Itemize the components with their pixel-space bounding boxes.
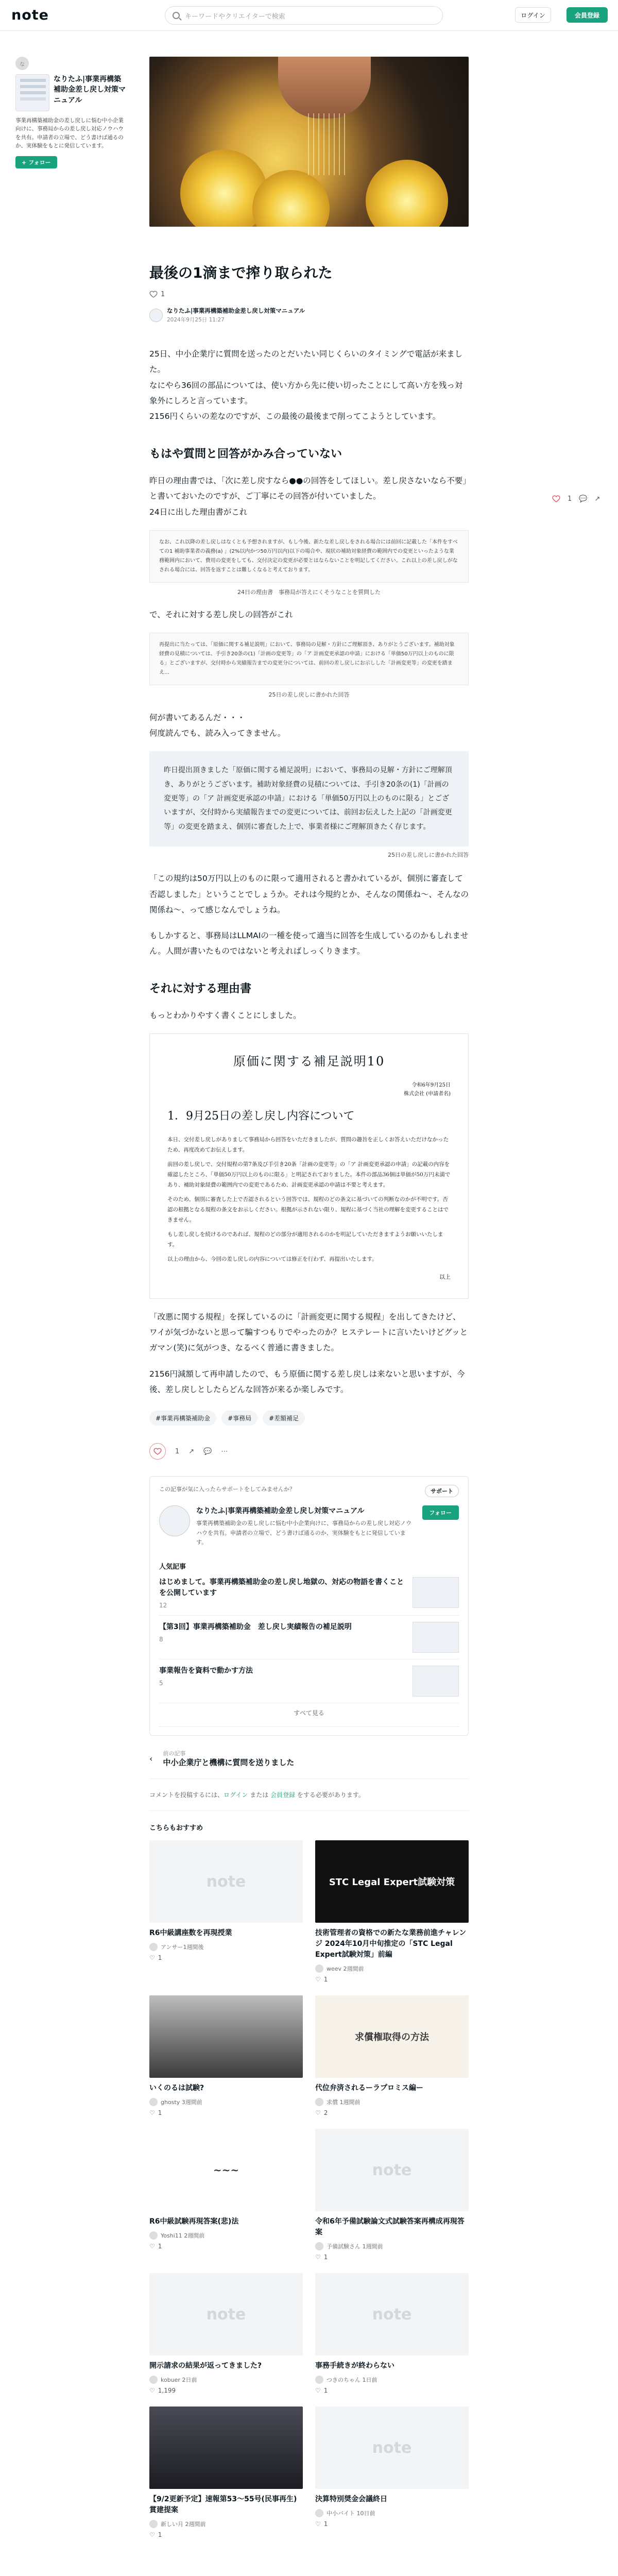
avatar[interactable]: な	[15, 57, 29, 70]
comment-note	[149, 1790, 469, 1811]
recommend-card[interactable]	[315, 2273, 469, 2394]
paragraph: 24日に出した理由書がこれ	[149, 507, 248, 517]
profile-name[interactable]: なりたふ|事業再構築補助金差し戻し対策マニュアル	[54, 75, 126, 105]
card-likes	[315, 1976, 469, 1983]
tag[interactable]: #事業再構築補助金	[149, 1411, 216, 1426]
paragraph: 何度読んでも、読み入ってきません。	[149, 728, 286, 738]
chevron-left-icon: ‹	[149, 1754, 153, 1764]
heart-icon[interactable]: ♡	[149, 2531, 155, 2539]
author-name[interactable]: なりたふ|事業再構築補助金差し戻し対策マニュアル	[196, 1507, 365, 1516]
like-count: 1	[161, 290, 165, 298]
card-thumbnail: note	[315, 2406, 469, 2489]
heart-icon[interactable]: ♡	[315, 1976, 321, 1984]
avatar	[315, 2098, 323, 2106]
card-likes	[315, 2109, 469, 2116]
document-paragraph: 本日、交付差し戻しがありまして事務局から回答をいただきましたが、質問の趣旨を正しくお答えいただけなかったため、再度改めてお伝えします。	[167, 1137, 449, 1154]
see-all-link[interactable]: すべて見る	[159, 1708, 459, 1727]
heart-icon[interactable]: ♡	[315, 2253, 321, 2261]
floating-actions	[552, 495, 600, 503]
card-author-name: kobuer 2日前	[161, 2377, 197, 2384]
card-likes	[315, 2253, 469, 2261]
avatar	[149, 2098, 158, 2106]
list-item-likes: 12	[159, 1602, 167, 1609]
comment-icon[interactable]: 💬	[203, 1447, 212, 1455]
card-thumbnail: ~~~	[149, 2129, 303, 2211]
list-item-likes: 5	[159, 1680, 163, 1687]
tag-list	[149, 1411, 469, 1426]
recommend-card[interactable]	[149, 2129, 303, 2261]
document-paragraph: 前回の差し戻しで、交付規程の第7条及び手引き20条「計画の変更等」の「ア 計画変更承認の申請」の記載の内容を確認したところ、「単価50万円以上のものに限る」と明記されておりました。本件の部品36個は単価が50万円未満であり、補助対象経費の範囲内での変更であるため、計画変更承認の申請は不要と考えます。	[167, 1161, 451, 1188]
recommend-card[interactable]	[149, 1840, 303, 1983]
profile-card[interactable]	[15, 74, 129, 111]
figure-caption: 24日の理由書 事務局が答えにくそうなことを質問した	[237, 588, 381, 596]
quote-block: 昨日提出頂きました「原価に関する補足説明」において、事務局の見解・方針にご理解頂き、ありがとうございます。補助対象経費の見積については、手引き20条の(1)「計画の変更等」の「ア 計画変更承認の申請」における「単価50万円以上のものに限る」とございますが、交付時から実績報告までの変更については、前回お伝えした上記の「計画変更等」の変更を踏まえ、個別に審査した上で、事業者様にご理解頂きたく存じます。	[149, 751, 469, 846]
document-paragraph: 以上の理由から、今回の差し戻しの内容については修正を行わず、再提出いたします。	[167, 1256, 377, 1262]
list-item-title: 【第3回】事業再構築補助金 差し戻し実績報告の補足説明	[159, 1623, 352, 1632]
quote-caption: 25日の差し戻しに書かれた回答	[388, 851, 469, 858]
document-title: 原価に関する補足説明10	[233, 1054, 385, 1069]
card-title: 【9/2更新予定】速報第53〜55号(民事再生)賞建提案	[149, 2495, 297, 2515]
card-like-count: 1	[158, 2531, 162, 2539]
hero-image	[149, 57, 469, 227]
support-button[interactable]: サポート	[425, 1485, 459, 1497]
recommend-card[interactable]	[149, 2273, 303, 2394]
list-item[interactable]	[159, 1616, 459, 1659]
card-thumbnail: note	[149, 1840, 303, 1923]
card-title: 代位弁済されるーラプロミス編ー	[315, 2084, 423, 2093]
paragraph: 2156円くらいの差なのですが、この最後の最後まで削ってこようとしています。	[149, 412, 441, 421]
card-author[interactable]	[315, 2376, 469, 2384]
avatar	[149, 1943, 158, 1951]
signup-button[interactable]: 会員登録	[566, 7, 608, 23]
card-thumbnail: 求償権取得の方法	[315, 1995, 469, 2078]
comment-icon[interactable]: 💬	[579, 495, 588, 503]
site-header	[0, 0, 618, 31]
card-author[interactable]	[149, 2520, 303, 2528]
card-title: 決算特別奨金会議終日	[315, 2495, 387, 2504]
card-likes	[149, 1954, 303, 1961]
card-thumbnail: note	[315, 2273, 469, 2355]
floating-like-count: 1	[568, 495, 572, 503]
thumbnail	[413, 1666, 459, 1697]
card-thumbnail: note	[149, 2273, 303, 2355]
action-row	[149, 1443, 469, 1460]
card-author-name: 予備試験さん 1週間前	[327, 2243, 383, 2250]
recommend-card[interactable]	[315, 1840, 469, 1983]
card-thumbnail	[149, 2406, 303, 2489]
paragraph: なにやら36回の部品については、使い方から先に使い切ったことにして高い方を残っ対象外にしろと言っています。	[149, 380, 463, 405]
prev-title: 中小企業庁と機構に質問を送りました	[163, 1758, 295, 1768]
card-author[interactable]	[149, 1943, 303, 1951]
card-title: 事務手続きが終わらない	[315, 2362, 394, 2370]
card-author[interactable]	[149, 2376, 303, 2384]
avatar	[149, 2231, 158, 2240]
comment-note-text: をする必要があります。	[295, 1791, 365, 1799]
card-author-name: Yoshi11 2週間前	[161, 2232, 205, 2240]
card-title: 技術管理者の資格での新たな業務前進チャレンジ 2024年10月中旬推定の「STC Legal Expert試験対策」前編	[315, 1929, 467, 1959]
card-author[interactable]	[149, 2231, 303, 2240]
paragraph: もしかすると、事務局はLLMAIの一種を使って適当に回答を生成しているのかもしれません。人間が書いたものではないと考えればしっくりきます。	[149, 930, 469, 956]
section-heading: もはや質問と回答がかみ合っていない	[149, 448, 342, 461]
section-heading: それに対する理由書	[149, 982, 252, 996]
author-description: 事業再構築補助金の差し戻しに悩む中小企業向けに、事務局からの差し戻し対応ノウハウを共有。申請者の立場で、どう書けば通るのか、実体験をもとに発信しています。	[196, 1520, 411, 1546]
card-likes	[149, 2109, 303, 2116]
follow-button[interactable]: フォロー	[422, 1505, 459, 1520]
article	[149, 227, 469, 2538]
support-box	[149, 1476, 469, 1736]
action-like-count: 1	[175, 1447, 180, 1455]
document-paragraph: そのため、個別に審査した上で否認されるという回答では、規程のどの条文に基づいての判断なのかが不明です。否認の根拠となる規程の条文をお示しください。根拠が示されない限り、規程に基づく当社の理解を変更することはできません。	[167, 1196, 449, 1223]
share-icon[interactable]: ↗	[188, 1447, 195, 1455]
like-button[interactable]	[149, 1443, 166, 1460]
figure-image: 再提出に当たっては、「原価に関する補足説明」において、事務局の見解・方針にご理解頂き、ありがとうございます。補助対象経費の見積については、手引き20条の(1)「計画の変更等」の「ア 計画変更承認の申請」における「単価50万円以上のものに限る」とございますが、交付時から実績報告までの変更分については、前回の差し戻しにお示しした「計画変更等」の変更を踏まえ…	[149, 633, 469, 685]
paragraph: で、それに対する差し戻しの回答がこれ	[149, 610, 293, 620]
card-like-count: 2	[323, 2109, 328, 2117]
document-meta: 令和6年9月25日 株式会社 (申請者名)	[404, 1082, 451, 1097]
heart-icon[interactable]	[552, 495, 560, 503]
recommend-card[interactable]	[315, 1995, 469, 2116]
paragraph: 「改悪に関する規程」を探しているのに「計画変更に関する規程」を出してきたけど、ワイが気づかないと思って騙すつもりでやったのか？ヒステレートに言いたいけどグッとガマン(笑)に気がつき、なるべく普通に書きました。	[149, 1312, 468, 1353]
paragraph: 2156円減額して再申請したので、もう原価に関する差し戻しは来ないと思いますが、今後、差し戻しとしたらどんな回答が来るか楽しみです。	[149, 1369, 465, 1394]
support-label: この記事が気に入ったらサポートをしてみませんか？	[159, 1486, 295, 1493]
login-button[interactable]: ログイン	[515, 7, 551, 23]
card-likes	[149, 2531, 303, 2538]
author-avatar[interactable]	[149, 309, 163, 322]
thumbnail	[413, 1577, 459, 1608]
card-likes	[315, 2387, 469, 2394]
avatar	[315, 1964, 323, 1973]
list-item-title: 事業報告を資料で動かす方法	[159, 1667, 253, 1675]
document-heading: 1．9月25日の差し戻し内容について	[167, 1110, 355, 1123]
recommend-card[interactable]	[149, 2406, 303, 2538]
recommend-heading: こちらもおすすめ	[149, 1824, 203, 1833]
card-author-name: つきのちゃん 1日前	[327, 2377, 377, 2384]
card-likes	[149, 2243, 303, 2250]
card-author[interactable]	[315, 1964, 469, 1973]
heart-icon[interactable]: ♡	[149, 2109, 155, 2117]
paragraph: 何が書いてあるんだ・・・	[149, 713, 246, 722]
thumbnail	[413, 1622, 459, 1653]
heart-icon[interactable]	[149, 290, 158, 298]
article-body	[149, 346, 469, 1397]
card-title: R6中級講座数を再現授業	[149, 1929, 232, 1938]
heart-icon[interactable]: ♡	[149, 2243, 155, 2250]
card-author-name: ghosty 3週間前	[161, 2099, 202, 2106]
card-author-name: 中小バイト 10日前	[327, 2510, 375, 2517]
sidebar-profile	[15, 57, 129, 168]
card-author-name: アンサー1週間後	[161, 1944, 204, 1951]
search-bar[interactable]	[165, 6, 443, 25]
card-like-count: 1,199	[158, 2387, 176, 2395]
heart-icon[interactable]: ♡	[315, 2387, 321, 2395]
avatar	[315, 2509, 323, 2517]
card-like-count: 1	[323, 2253, 328, 2261]
recommend-grid	[149, 1840, 469, 2538]
more-icon[interactable]: ⋯	[221, 1447, 228, 1455]
search-icon	[173, 12, 180, 19]
list-item[interactable]	[159, 1571, 459, 1616]
card-like-count: 1	[323, 2387, 328, 2395]
paragraph: 「この規約は50万円以上のものに限って適用されると書かれているが、個別に審査して否認しました」ということでしょうか。それは今規約とか、そんなの関係ね〜、そんなの関係ね〜、って感じなんでしょうね。	[149, 874, 469, 914]
plus-icon: +	[22, 159, 27, 166]
search-placeholder: キーワードやクリエイターで検索	[185, 12, 285, 21]
heart-icon[interactable]: ♡	[149, 1954, 155, 1962]
card-author[interactable]	[315, 2098, 469, 2106]
profile-image	[15, 74, 49, 111]
card-like-count: 1	[323, 2520, 328, 2528]
heart-icon[interactable]: ♡	[315, 2109, 321, 2117]
share-icon[interactable]: ↗	[594, 495, 600, 503]
author-avatar[interactable]	[159, 1505, 190, 1536]
card-title: いくのるは試験?	[149, 2084, 204, 2093]
note-logo[interactable]: note	[11, 7, 49, 23]
heart-icon	[153, 1447, 162, 1455]
author-row	[149, 307, 469, 324]
document-end: 以上	[439, 1274, 451, 1281]
comment-note-text: または	[248, 1791, 271, 1799]
recommend-card[interactable]	[315, 2129, 469, 2261]
card-like-count: 1	[158, 2109, 162, 2117]
card-title: 令和6年予備試験論文式試験答案再構成再現答案	[315, 2217, 465, 2237]
list-item-likes: 8	[159, 1636, 163, 1643]
avatar	[315, 2376, 323, 2384]
card-author-name: 新しい月 2週間前	[161, 2521, 206, 2528]
list-item[interactable]	[159, 1659, 459, 1703]
tag[interactable]: #事務局	[221, 1411, 258, 1426]
follow-button[interactable]	[15, 156, 57, 168]
document-image	[149, 1033, 469, 1298]
article-title: 最後の1滴まで搾り取られた	[149, 264, 333, 281]
paragraph: 25日、中小企業庁に質問を送ったのとだいたい同じくらいのタイミングで電話が来ました。	[149, 349, 463, 375]
card-like-count: 1	[158, 1954, 162, 1962]
heart-icon[interactable]: ♡	[149, 2387, 155, 2395]
like-row	[149, 290, 469, 298]
card-likes	[315, 2520, 469, 2528]
card-thumbnail	[149, 1995, 303, 2078]
figure-image: なお、これ以降の差し戻しはなくとも予想されますが、もし今後、新たな差し戻しをされる場合には前回に記載した「本件をすべての1 補助事業者の義務(a) 」(2%以内かつ50万円以内)以下の場合や、現状の補助対象経費の範囲内での変更といったような業務範囲内において、費用の変更をしても、交付決定の変更が必要とはならないことを明記してください。これ以上の差し戻しがなされる場合には、回答を返すことは難しくなると考えております。	[149, 530, 469, 583]
follow-label: フォロー	[28, 159, 51, 166]
prev-label: 前の記事	[163, 1750, 186, 1757]
card-like-count: 1	[158, 2243, 162, 2250]
card-likes	[149, 2387, 303, 2394]
login-link[interactable]: ログイン	[224, 1791, 248, 1799]
card-author[interactable]	[315, 2242, 469, 2250]
card-thumbnail: STC Legal Expert試験対策	[315, 1840, 469, 1923]
card-title: 開示請求の結果が返ってきました?	[149, 2362, 262, 2370]
tag[interactable]: #差額補足	[263, 1411, 305, 1426]
paragraph: もっとわかりやすく書くことにしました。	[149, 1011, 301, 1021]
card-author[interactable]	[149, 2098, 303, 2106]
paragraph: 昨日の理由書では、「次に差し戻すなら●●の回答をしてほしい。差し戻さないなら不要」と書いておいたのですが、ご丁寧にその回答が付いていました。	[149, 476, 467, 501]
figure-caption: 25日の差し戻しに書かれた回答	[268, 691, 350, 699]
card-author-name: 求償 1週間前	[327, 2099, 360, 2106]
card-author-name: weev 2週間前	[327, 1965, 364, 1973]
list-item-title: はじめまして。事業再構築補助金の差し戻し地獄の、対応の物語を書くことを公開しています	[159, 1578, 404, 1598]
avatar	[315, 2242, 323, 2250]
publish-date: 2024年9月25日 11:27	[167, 317, 225, 324]
prev-article-link[interactable]	[149, 1749, 469, 1779]
avatar	[149, 2376, 158, 2384]
recommend-card[interactable]	[315, 2406, 469, 2538]
author-name[interactable]: なりたふ|事業再構築補助金差し戻し対策マニュアル	[167, 307, 305, 315]
recommend-card[interactable]	[149, 1995, 303, 2116]
card-thumbnail: note	[315, 2129, 469, 2211]
comment-note-text: コメントを投稿するには、	[149, 1791, 224, 1799]
document-paragraph: もし差し戻しを続けるのであれば、規程のどの部分が適用されるのかを明記していただきますようお願いいたします。	[167, 1231, 443, 1248]
card-title: R6中級試験再現答案(悲)法	[149, 2217, 239, 2226]
signup-link[interactable]: 会員登録	[270, 1791, 296, 1799]
card-author[interactable]	[315, 2509, 469, 2517]
avatar	[149, 2520, 158, 2528]
card-like-count: 1	[323, 1976, 328, 1984]
popular-heading: 人気記事	[159, 1563, 186, 1571]
heart-icon[interactable]: ♡	[315, 2520, 321, 2528]
profile-description: 事業再構築補助金の差し戻しに悩む中小企業向けに、事務局からの差し戻し対応ノウハウを共有。申請者の立場で、どう書けば通るのか、実体験をもとに発信しています。	[15, 117, 124, 149]
